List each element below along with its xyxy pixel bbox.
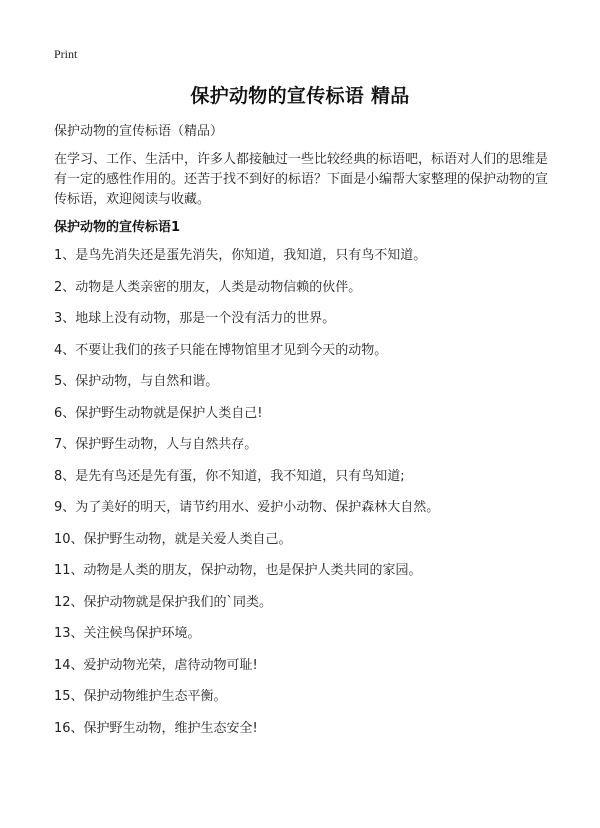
slogan-item: 4、不要让我们的孩子只能在博物馆里才见到今天的动物。 (54, 342, 388, 358)
slogan-item: 14、爱护动物光荣，虐待动物可耻! (54, 657, 258, 673)
slogan-item: 7、保护野生动物，人与自然共存。 (54, 437, 258, 452)
print-link[interactable]: Print (54, 47, 78, 61)
slogan-item: 6、保护野生动物就是保护人类自己! (54, 405, 263, 421)
slogan-item: 3、地球上没有动物，那是一个没有活力的世界。 (54, 311, 336, 326)
page-title: 保护动物的宣传标语 精品 (190, 85, 410, 107)
slogan-item: 2、动物是人类亲密的朋友，人类是动物信赖的伙伴。 (54, 279, 362, 295)
slogan-list (54, 247, 554, 751)
section-heading: 保护动物的宣传标语1 (54, 220, 181, 235)
slogan-item: 12、保护动物就是保护我们的`同类。 (54, 594, 273, 610)
intro-paragraph: 在学习、工作、生活中，许多人都接触过一些比较经典的标语吧，标语对人们的思维是有一定的感性作用的。还苦于找不到好的标语？下面是小编帮大家整理的保护动物的宣传标语，欢迎阅读与收藏。 (54, 152, 549, 207)
slogan-item: 5、保护动物，与自然和谐。 (54, 374, 219, 389)
slogan-item: 11、动物是人类的朋友，保护动物，也是保护人类共同的家园。 (54, 563, 422, 578)
slogan-item: 8、是先有鸟还是先有蛋，你不知道，我不知道，只有鸟知道; (54, 468, 405, 484)
document-subtitle: 保护动物的宣传标语（精品） (54, 124, 224, 139)
slogan-item: 9、为了美好的明天，请节约用水、爱护小动物、保护森林大自然。 (54, 500, 440, 515)
slogan-item: 13、关注候鸟保护环境。 (54, 626, 201, 641)
slogan-item: 15、保护动物维护生态平衡。 (54, 689, 227, 704)
slogan-item: 1、是鸟先消失还是蛋先消失，你知道，我知道，只有鸟不知道。 (54, 248, 427, 263)
slogan-item: 10、保护野生动物，就是关爱人类自己。 (54, 531, 292, 547)
slogan-item: 16、保护野生动物，维护生态安全! (54, 720, 258, 736)
